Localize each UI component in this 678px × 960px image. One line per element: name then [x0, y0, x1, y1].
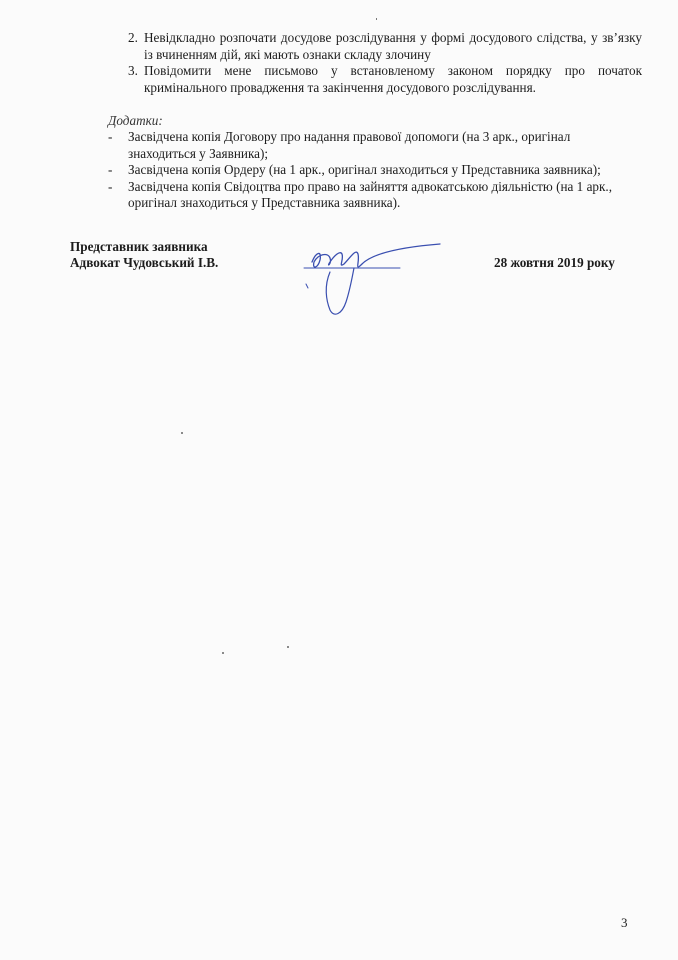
request-item-3 — [122, 63, 642, 96]
attachments-list — [108, 129, 638, 212]
request-item-2 — [122, 30, 642, 63]
attachment-item — [108, 179, 638, 212]
page-number: 3 — [621, 915, 628, 930]
attachment-item — [108, 162, 638, 179]
signature-date: 28 жовтня 2019 року — [494, 255, 615, 270]
attachment-text: Засвідчена копія Договору про надання правової допомоги (на 3 арк., оригінал знаходиться у Заявника); — [128, 129, 571, 161]
scan-speck — [181, 432, 183, 434]
handwritten-signature — [300, 238, 450, 322]
request-item-text: Повідомити мене письмово у встановленому законом порядку про початок кримінального провадження та закінчення досудового розслідування. — [144, 63, 642, 95]
scan-speck — [222, 652, 224, 654]
request-item-number: 3. — [128, 63, 138, 79]
request-item-text: Невідкладно розпочати досудове розслідування у формі досудового слідства, у зв’язку із вчиненням дій, які мають ознаки складу злочину — [144, 30, 642, 62]
attachments-heading: Додатки: — [108, 113, 163, 128]
scan-speck — [287, 646, 289, 648]
scan-speck — [376, 18, 377, 20]
list-dash: - — [108, 129, 113, 144]
request-item-number: 2. — [128, 30, 138, 45]
list-dash: - — [108, 162, 113, 178]
request-list — [122, 30, 642, 96]
attachment-item — [108, 129, 638, 162]
attachment-text: Засвідчена копія Ордеру (на 1 арк., оригінал знаходиться у Представника заявника); — [128, 162, 601, 178]
attachment-text: Засвідчена копія Свідоцтва про право на зайняття адвокатською діяльністю (на 1 арк., оригінал знаходиться у Представника заявника). — [128, 178, 613, 211]
signer-name: Адвокат Чудовський І.В. — [70, 255, 219, 270]
list-dash: - — [108, 178, 113, 194]
signer-block — [70, 239, 218, 271]
signer-role: Представник заявника — [70, 239, 208, 254]
